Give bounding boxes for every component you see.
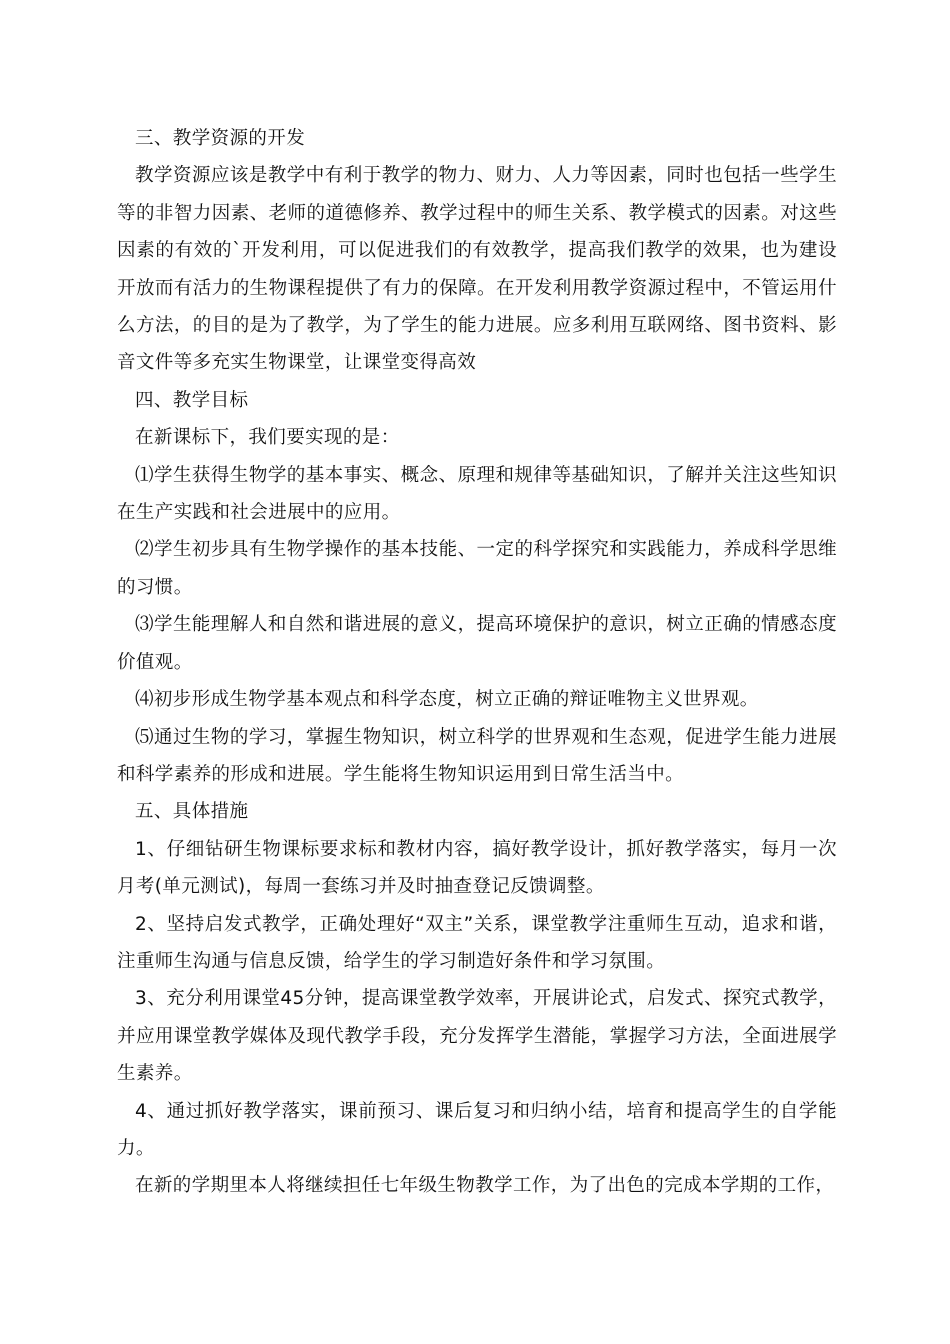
goal-item-5: ⑸通过生物的学习，掌握生物知识，树立科学的世界观和生态观，促进学生能力进展和科学素养的形成和进展。学生能将生物知识运用到日常生活当中。 — [117, 726, 837, 785]
measure-item-1: 1、仔细钻研生物课标要求标和教材内容，搞好教学设计，抓好教学落实，每月一次月考(单元测试)，每周一套练习并及时抽查登记反馈调整。 — [117, 838, 837, 898]
goal-item-4: ⑷初步形成生物学基本观点和科学态度，树立正确的辩证唯物主义世界观。 — [135, 689, 759, 711]
paragraph-goals-intro: 在新课标下，我们要实现的是： — [135, 427, 400, 449]
paragraph-closing: 在新的学期里本人将继续担任七年级生物教学工作，为了出色的完成本学期的工作， — [135, 1175, 835, 1197]
measure-item-4: 4、通过抓好教学落实，课前预习、课后复习和归纳小结，培育和提高学生的自学能力。 — [117, 1100, 837, 1159]
section-heading-teaching-resources: 三、教学资源的开发 — [135, 128, 306, 149]
goal-item-2: ⑵学生初步具有生物学操作的基本技能、一定的科学探究和实践能力，养成科学思维的习惯。 — [117, 539, 837, 598]
goal-item-3: ⑶学生能理解人和自然和谐进展的意义，提高环境保护的意识，树立正确的情感态度价值观。 — [117, 614, 837, 673]
goal-item-1: ⑴学生获得生物学的基本事实、概念、原理和规律等基础知识，了解并关注这些知识在生产实践和社会进展中的应用。 — [117, 464, 837, 524]
section-heading-teaching-goals: 四、教学目标 — [135, 389, 249, 411]
measure-item-2: 2、坚持启发式教学，正确处理好“双主”关系，课堂教学注重师生互动，追求和谐，注重师生沟通与信息反馈，给学生的学习制造好条件和学习氛围。 — [117, 913, 837, 972]
section-heading-measures: 五、具体措施 — [135, 801, 249, 823]
measure-item-3: 3、充分利用课堂45分钟，提高课堂教学效率，开展讲论式，启发式、探究式教学，并应用课堂教学媒体及现代教学手段，充分发挥学生潜能，掌握学习方法，全面进展学生素养。 — [117, 988, 837, 1085]
paragraph-teaching-resources: 教学资源应该是教学中有利于教学的物力、财力、人力等因素，同时也包括一些学生等的非智力因素、老师的道德修养、教学过程中的师生关系、教学模式的因素。对这些因素的有效的`开发利用，可以促进我们的有效教学，提高我们教学的效果，也为建设开放而有活力的生物课程提供了有力的保障。在开发利用教学资源过程中，不管运用什么方法，的目的是为了教学，为了学生的能力进展。应多利用互联网络、图书资料、影音文件等多充实生物课堂，让课堂变得高效 — [117, 165, 837, 374]
document-body — [117, 120, 837, 1205]
